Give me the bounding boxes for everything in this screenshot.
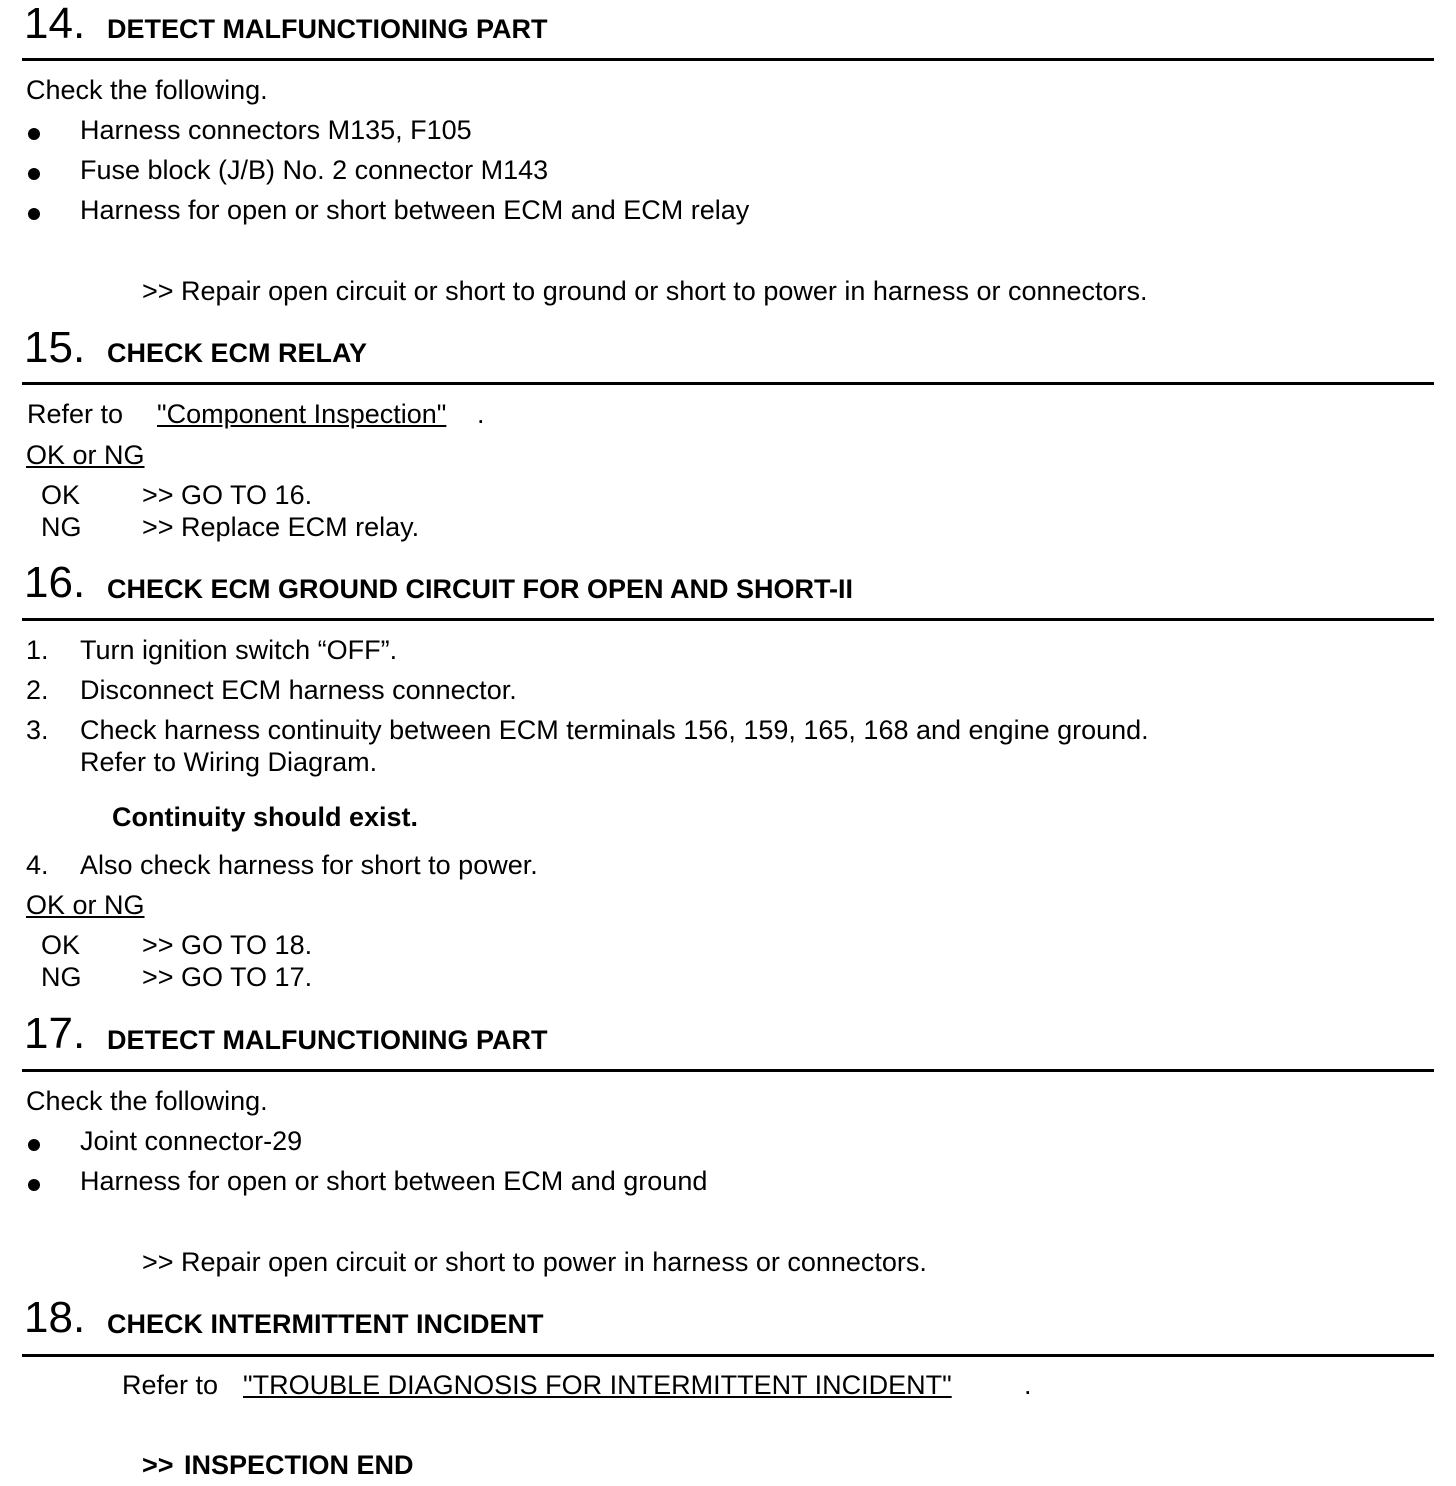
repair-action: >> Repair open circuit or short to power in harness or connectors. [142, 1247, 927, 1277]
list-item: Harness for open or short between ECM and ECM relay [80, 195, 750, 225]
intermittent-incident-link[interactable]: "TROUBLE DIAGNOSIS FOR INTERMITTENT INCIDENT" [243, 1370, 952, 1400]
list-item: Harness connectors M135, F105 [80, 115, 472, 145]
step-number: 14. [24, 0, 86, 48]
refer-suffix: . [1024, 1370, 1032, 1400]
intro-text: Check the following. [26, 75, 268, 105]
step-number: 15. [24, 323, 86, 372]
result-key: OK [41, 930, 81, 960]
refer-prefix: Refer to [122, 1370, 219, 1400]
header-divider [22, 1354, 1434, 1357]
step-number: 17. [24, 1009, 86, 1058]
bullet-dot [28, 1179, 40, 1191]
repair-action: >> Repair open circuit or short to ground or short to power in harness or connectors. [142, 276, 1148, 306]
item-number: 4. [26, 850, 49, 880]
step-number: 18. [24, 1293, 86, 1342]
result-action: >> GO TO 17. [142, 962, 313, 992]
component-inspection-link[interactable]: "Component Inspection" [157, 399, 447, 429]
list-item: Disconnect ECM harness connector. [80, 675, 517, 705]
header-divider [22, 382, 1434, 385]
list-item: Turn ignition switch “OFF”. [80, 635, 398, 665]
ok-or-ng-label: OK or NG [26, 890, 145, 920]
result-action: >> GO TO 16. [142, 480, 313, 510]
result-key: NG [41, 512, 82, 542]
result-action: >> GO TO 18. [142, 930, 313, 960]
bullet-dot [28, 128, 40, 140]
result-key: NG [41, 962, 82, 992]
end-arrow: >> [142, 1450, 174, 1480]
header-divider [22, 58, 1434, 61]
step-title: DETECT MALFUNCTIONING PART [107, 1025, 548, 1055]
step-title: CHECK ECM RELAY [107, 338, 368, 368]
refer-prefix: Refer to [27, 399, 124, 429]
step-title: CHECK ECM GROUND CIRCUIT FOR OPEN AND SHORT-II [107, 574, 854, 604]
result-action: >> Replace ECM relay. [142, 512, 420, 542]
step-title: DETECT MALFUNCTIONING PART [107, 14, 548, 44]
continuity-note: Continuity should exist. [112, 802, 419, 832]
bullet-dot [28, 1139, 40, 1151]
bullet-dot [28, 208, 40, 220]
result-key: OK [41, 480, 81, 510]
intro-text: Check the following. [26, 1086, 268, 1116]
header-divider [22, 618, 1434, 621]
inspection-end: INSPECTION END [184, 1450, 414, 1480]
step-number: 16. [24, 558, 86, 607]
bullet-dot [28, 168, 40, 180]
step-title: CHECK INTERMITTENT INCIDENT [107, 1309, 544, 1339]
item-number: 2. [26, 675, 49, 705]
refer-suffix: . [477, 399, 485, 429]
item-number: 3. [26, 715, 49, 745]
list-item: Harness for open or short between ECM and ground [80, 1166, 708, 1196]
header-divider [22, 1069, 1434, 1072]
ok-or-ng-label: OK or NG [26, 440, 145, 470]
list-item-continuation: Refer to Wiring Diagram. [80, 747, 378, 777]
list-item: Joint connector-29 [80, 1126, 303, 1156]
list-item: Fuse block (J/B) No. 2 connector M143 [80, 155, 549, 185]
item-number: 1. [26, 635, 49, 665]
list-item: Also check harness for short to power. [80, 850, 538, 880]
list-item: Check harness continuity between ECM terminals 156, 159, 165, 168 and engine ground. [80, 715, 1149, 745]
